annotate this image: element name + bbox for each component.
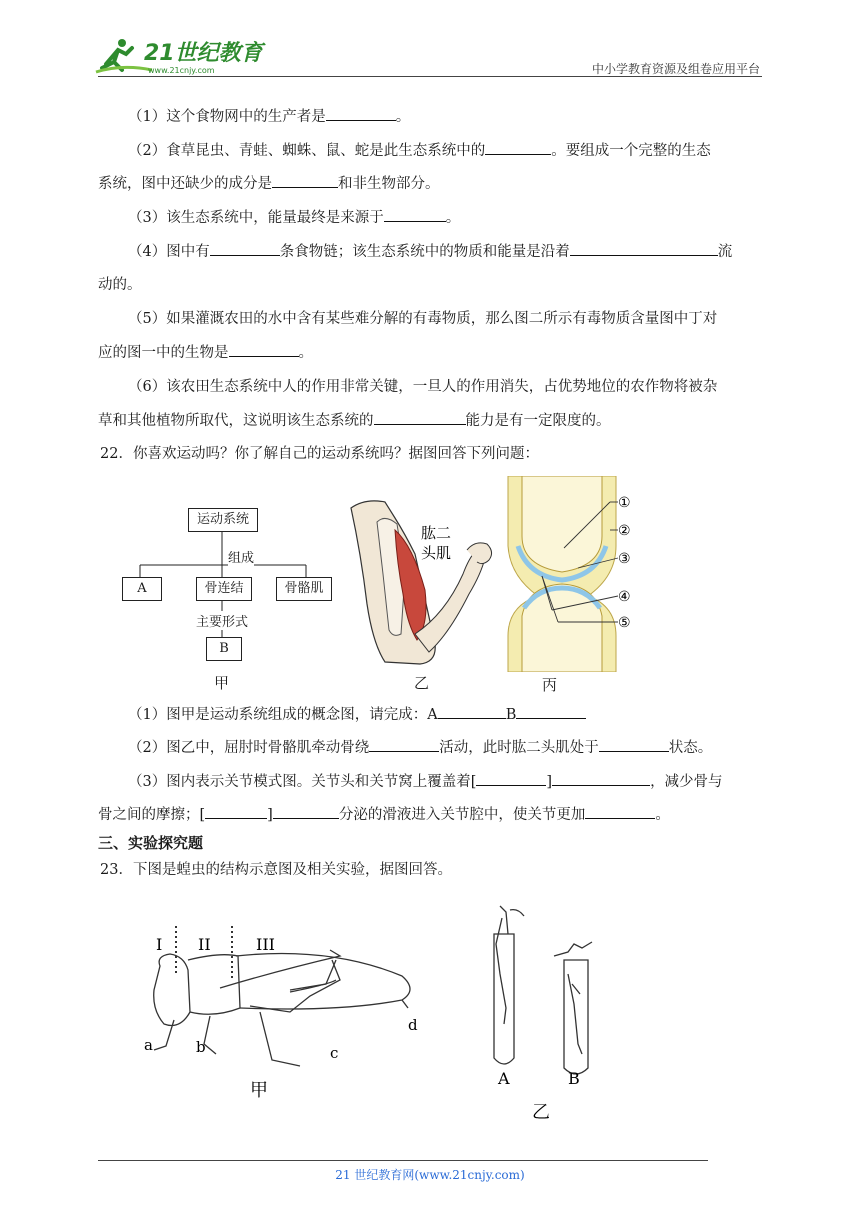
answer-blank[interactable] bbox=[374, 410, 466, 425]
label-II: II bbox=[198, 935, 211, 954]
box-a: A bbox=[122, 577, 162, 601]
grasshopper-body bbox=[154, 950, 410, 1066]
label-I: I bbox=[156, 935, 163, 954]
answer-blank[interactable] bbox=[369, 737, 439, 752]
label-b: b bbox=[196, 1038, 206, 1056]
caption-yi-23: 乙 bbox=[532, 1102, 550, 1123]
answer-blank[interactable] bbox=[384, 207, 446, 222]
label-c: c bbox=[330, 1044, 339, 1062]
q22-part1: （1）图甲是运动系统组成的概念图，请完成：A B bbox=[98, 704, 764, 725]
label-main-form: 主要形式 bbox=[196, 611, 248, 630]
grasshopper-b bbox=[554, 942, 592, 1054]
q21-part5-cont: 应的图一中的生物是 。 bbox=[98, 342, 764, 363]
box-joint: 骨连结 bbox=[196, 577, 252, 601]
answer-blank[interactable] bbox=[570, 241, 718, 256]
biceps-label-2: 头肌 bbox=[421, 544, 452, 562]
answer-blank[interactable] bbox=[552, 771, 650, 786]
label-A: A bbox=[498, 1069, 510, 1088]
caption-jia-23: 甲 bbox=[250, 1080, 268, 1100]
q21-part3: （3）该生态系统中，能量最终是来源于 。 bbox=[98, 207, 764, 228]
test-tube-diagram bbox=[484, 904, 614, 1124]
q21-part4-cont: 动的。 bbox=[98, 277, 142, 293]
logo-main: 21世纪教育 bbox=[144, 41, 263, 66]
q21-part6: （6）该农田生态系统中人的作用非常关键，一旦人的作用消失，占优势地位的农作物将被杂 bbox=[128, 379, 718, 395]
label-B: B bbox=[568, 1069, 580, 1088]
answer-blank[interactable] bbox=[273, 804, 339, 819]
answer-blank[interactable] bbox=[229, 342, 299, 357]
box-b: B bbox=[206, 637, 242, 661]
q21-part6-cont: 草和其他植物所取代，这说明该生态系统的 能力是有一定限度的。 bbox=[98, 410, 764, 431]
site-logo bbox=[92, 34, 272, 78]
q22-part3-cont: 骨之间的摩擦；[ ] 分泌的滑液进入关节腔中，使关节更加 。 bbox=[98, 804, 764, 825]
caption-yi: 乙 bbox=[414, 674, 430, 692]
answer-blank[interactable] bbox=[438, 704, 506, 719]
joint-diagram-bing bbox=[498, 476, 664, 672]
footer-divider bbox=[98, 1160, 708, 1161]
marker-1: ① bbox=[618, 495, 631, 511]
footer-text[interactable]: 21 世纪教育网(www.21cnjy.com) bbox=[335, 1168, 525, 1182]
caption-jia: 甲 bbox=[214, 674, 230, 692]
box-muscle: 骨骼肌 bbox=[276, 577, 332, 601]
section-heading: 三、实验探究题 bbox=[98, 834, 204, 852]
answer-blank[interactable] bbox=[326, 106, 396, 121]
q21-part2: （2）食草昆虫、青蛙、蜘蛛、鼠、蛇是此生态系统中的 。要组成一个完整的生态 bbox=[98, 140, 764, 161]
grasshopper-diagram bbox=[140, 920, 430, 1100]
marker-4: ④ bbox=[618, 589, 631, 605]
label-a: a bbox=[144, 1036, 153, 1054]
label-compose: 组成 bbox=[228, 547, 254, 566]
q22-stem: 22．你喜欢运动吗？你了解自己的运动系统吗？据图回答下列问题： bbox=[100, 446, 539, 462]
marker-3: ③ bbox=[618, 551, 631, 567]
q21-part4: （4）图中有 条食物链；该生态系统中的物质和能量是沿着 流 bbox=[98, 241, 764, 262]
marker-5: ⑤ bbox=[618, 615, 631, 631]
q22-part2: （2）图乙中，屈肘时骨骼肌牵动骨绕 活动，此时肱二头肌处于 状态。 bbox=[98, 737, 764, 758]
q21-part1: （1）这个食物网中的生产者是 。 bbox=[98, 106, 764, 127]
grasshopper-a bbox=[496, 906, 524, 1024]
answer-blank[interactable] bbox=[205, 804, 267, 819]
q22-part3: （3）图内表示关节模式图。关节头和关节窝上覆盖着[ ] ，减少骨与 bbox=[98, 771, 764, 792]
arm-diagram-yi bbox=[345, 494, 505, 669]
logo-url: www.21cnjy.com bbox=[148, 66, 215, 75]
answer-blank[interactable] bbox=[599, 737, 669, 752]
answer-blank[interactable] bbox=[476, 771, 546, 786]
caption-bing: 丙 bbox=[542, 676, 558, 694]
header-divider bbox=[98, 76, 762, 77]
answer-blank[interactable] bbox=[485, 140, 551, 155]
box-motion-system: 运动系统 bbox=[188, 508, 258, 532]
answer-blank[interactable] bbox=[516, 704, 586, 719]
answer-blank[interactable] bbox=[585, 804, 655, 819]
label-III: III bbox=[256, 935, 275, 954]
q21-part2-cont: 系统，图中还缺少的成分是 和非生物部分。 bbox=[98, 173, 764, 194]
q23-stem: 23．下图是蝗虫的结构示意图及相关实验，据图回答。 bbox=[100, 862, 452, 878]
answer-blank[interactable] bbox=[210, 241, 280, 256]
q21-part5: （5）如果灌溉农田的水中含有某些难分解的有毒物质，那么图二所示有毒物质含量图中丁对 bbox=[128, 311, 718, 327]
label-d: d bbox=[408, 1016, 418, 1034]
marker-2: ② bbox=[618, 523, 631, 539]
biceps-label-1: 肱二 bbox=[421, 524, 452, 542]
platform-name: 中小学教育资源及组卷应用平台 bbox=[591, 62, 760, 76]
joint-head-bone bbox=[522, 476, 602, 572]
test-tube-b bbox=[564, 960, 588, 1074]
answer-blank[interactable] bbox=[272, 173, 338, 188]
